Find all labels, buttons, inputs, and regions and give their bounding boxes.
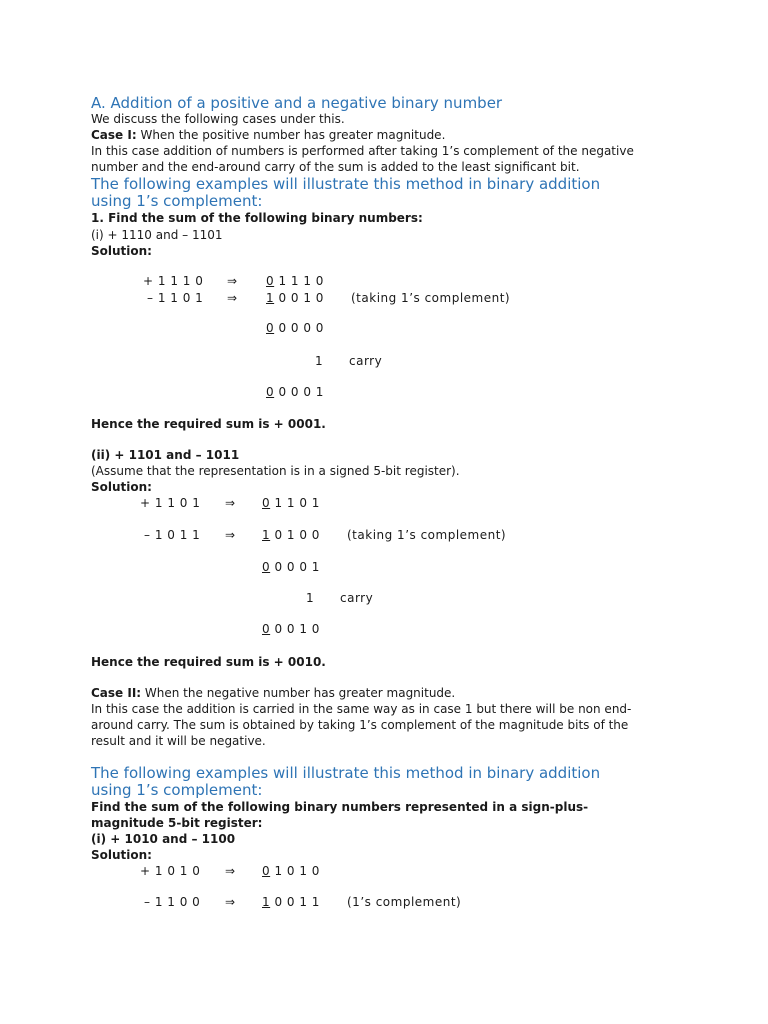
implies-icon: ⇒ — [227, 274, 238, 288]
p1-row2-note: (taking 1’s complement) — [351, 291, 511, 305]
case2-problem-title-2: magnitude 5-bit register: — [91, 816, 263, 830]
p2-row2-note: (taking 1’s complement) — [347, 528, 507, 542]
examples-heading-2a: The following examples will illustrate this method in binary addition — [91, 764, 601, 782]
examples-heading-1a: The following examples will illustrate this method in binary addition — [91, 175, 601, 193]
examples-heading-2b: using 1’s complement: — [91, 781, 263, 799]
c2-row2-note: (1’s complement) — [347, 895, 462, 909]
problem1-solution-label: Solution: — [91, 244, 152, 258]
p1-row2-left: – 1 1 0 1 — [147, 291, 204, 305]
implies-icon: ⇒ — [225, 528, 236, 542]
p1-carry-label: carry — [349, 354, 383, 368]
case2-text: When the negative number has greater magnitude. — [141, 686, 456, 700]
p2-row1-left: + 1 1 0 1 — [140, 496, 201, 510]
case1-label: Case I: — [91, 128, 137, 142]
case2-problem-title-1: Find the sum of the following binary numbers represented in a sign-plus- — [91, 800, 589, 814]
c2-row2-right: 1 0 0 1 1 — [262, 895, 320, 909]
problem2-solution-label: Solution: — [91, 480, 152, 494]
p2-row2-right: 1 0 1 0 0 — [262, 528, 320, 542]
case1-text: When the positive number has greater magnitude. — [136, 128, 446, 142]
implies-icon: ⇒ — [227, 291, 238, 305]
p1-row1-left: + 1 1 1 0 — [143, 274, 204, 288]
p2-result: 0 0 0 1 0 — [262, 622, 320, 636]
p1-row1-right: 0 1 1 1 0 — [266, 274, 324, 288]
p1-sum: 0 0 0 0 0 — [266, 321, 324, 335]
p1-carry-value: 1 — [315, 354, 324, 368]
problem2-note: (Assume that the representation is in a signed 5-bit register). — [91, 464, 460, 478]
problem2-title: (ii) + 1101 and – 1011 — [91, 448, 240, 462]
p1-conclusion: Hence the required sum is + 0001. — [91, 417, 326, 431]
case2-label: Case II: — [91, 686, 142, 700]
problem1-title: 1. Find the sum of the following binary numbers: — [91, 211, 423, 225]
p2-carry-value: 1 — [306, 591, 315, 605]
case2-desc-1: In this case the addition is carried in the same way as in case 1 but there will be non end- — [91, 702, 632, 716]
c2-row1-right: 0 1 0 1 0 — [262, 864, 320, 878]
case1-desc-2: number and the end-around carry of the sum is added to the least significant bit. — [91, 160, 580, 174]
p2-row1-right: 0 1 1 0 1 — [262, 496, 320, 510]
problem1-subtitle: (i) + 1110 and – 1101 — [91, 228, 223, 242]
implies-icon: ⇒ — [225, 895, 236, 909]
p2-sum: 0 0 0 0 1 — [262, 560, 320, 574]
p1-row2-right: 1 0 0 1 0 — [266, 291, 324, 305]
p2-carry-label: carry — [340, 591, 374, 605]
c2-row2-left: – 1 1 0 0 — [144, 895, 201, 909]
section-a-title: A. Addition of a positive and a negative binary number — [91, 94, 503, 112]
case2-desc-3: result and it will be negative. — [91, 734, 266, 748]
p2-row2-left: – 1 0 1 1 — [144, 528, 201, 542]
case2-problem-sub: (i) + 1010 and – 1100 — [91, 832, 236, 846]
implies-icon: ⇒ — [225, 496, 236, 510]
case2-line — [91, 685, 455, 701]
case2-solution-label: Solution: — [91, 848, 152, 862]
implies-icon: ⇒ — [225, 864, 236, 878]
case1-line — [91, 127, 445, 143]
examples-heading-1b: using 1’s complement: — [91, 192, 263, 210]
p2-conclusion: Hence the required sum is + 0010. — [91, 655, 326, 669]
p1-result: 0 0 0 0 1 — [266, 385, 324, 399]
c2-row1-left: + 1 0 1 0 — [140, 864, 201, 878]
intro-text: We discuss the following cases under this. — [91, 112, 345, 126]
case1-desc-1: In this case addition of numbers is performed after taking 1’s complement of the negative — [91, 144, 634, 158]
case2-desc-2: around carry. The sum is obtained by taking 1’s complement of the magnitude bits of the — [91, 718, 629, 732]
